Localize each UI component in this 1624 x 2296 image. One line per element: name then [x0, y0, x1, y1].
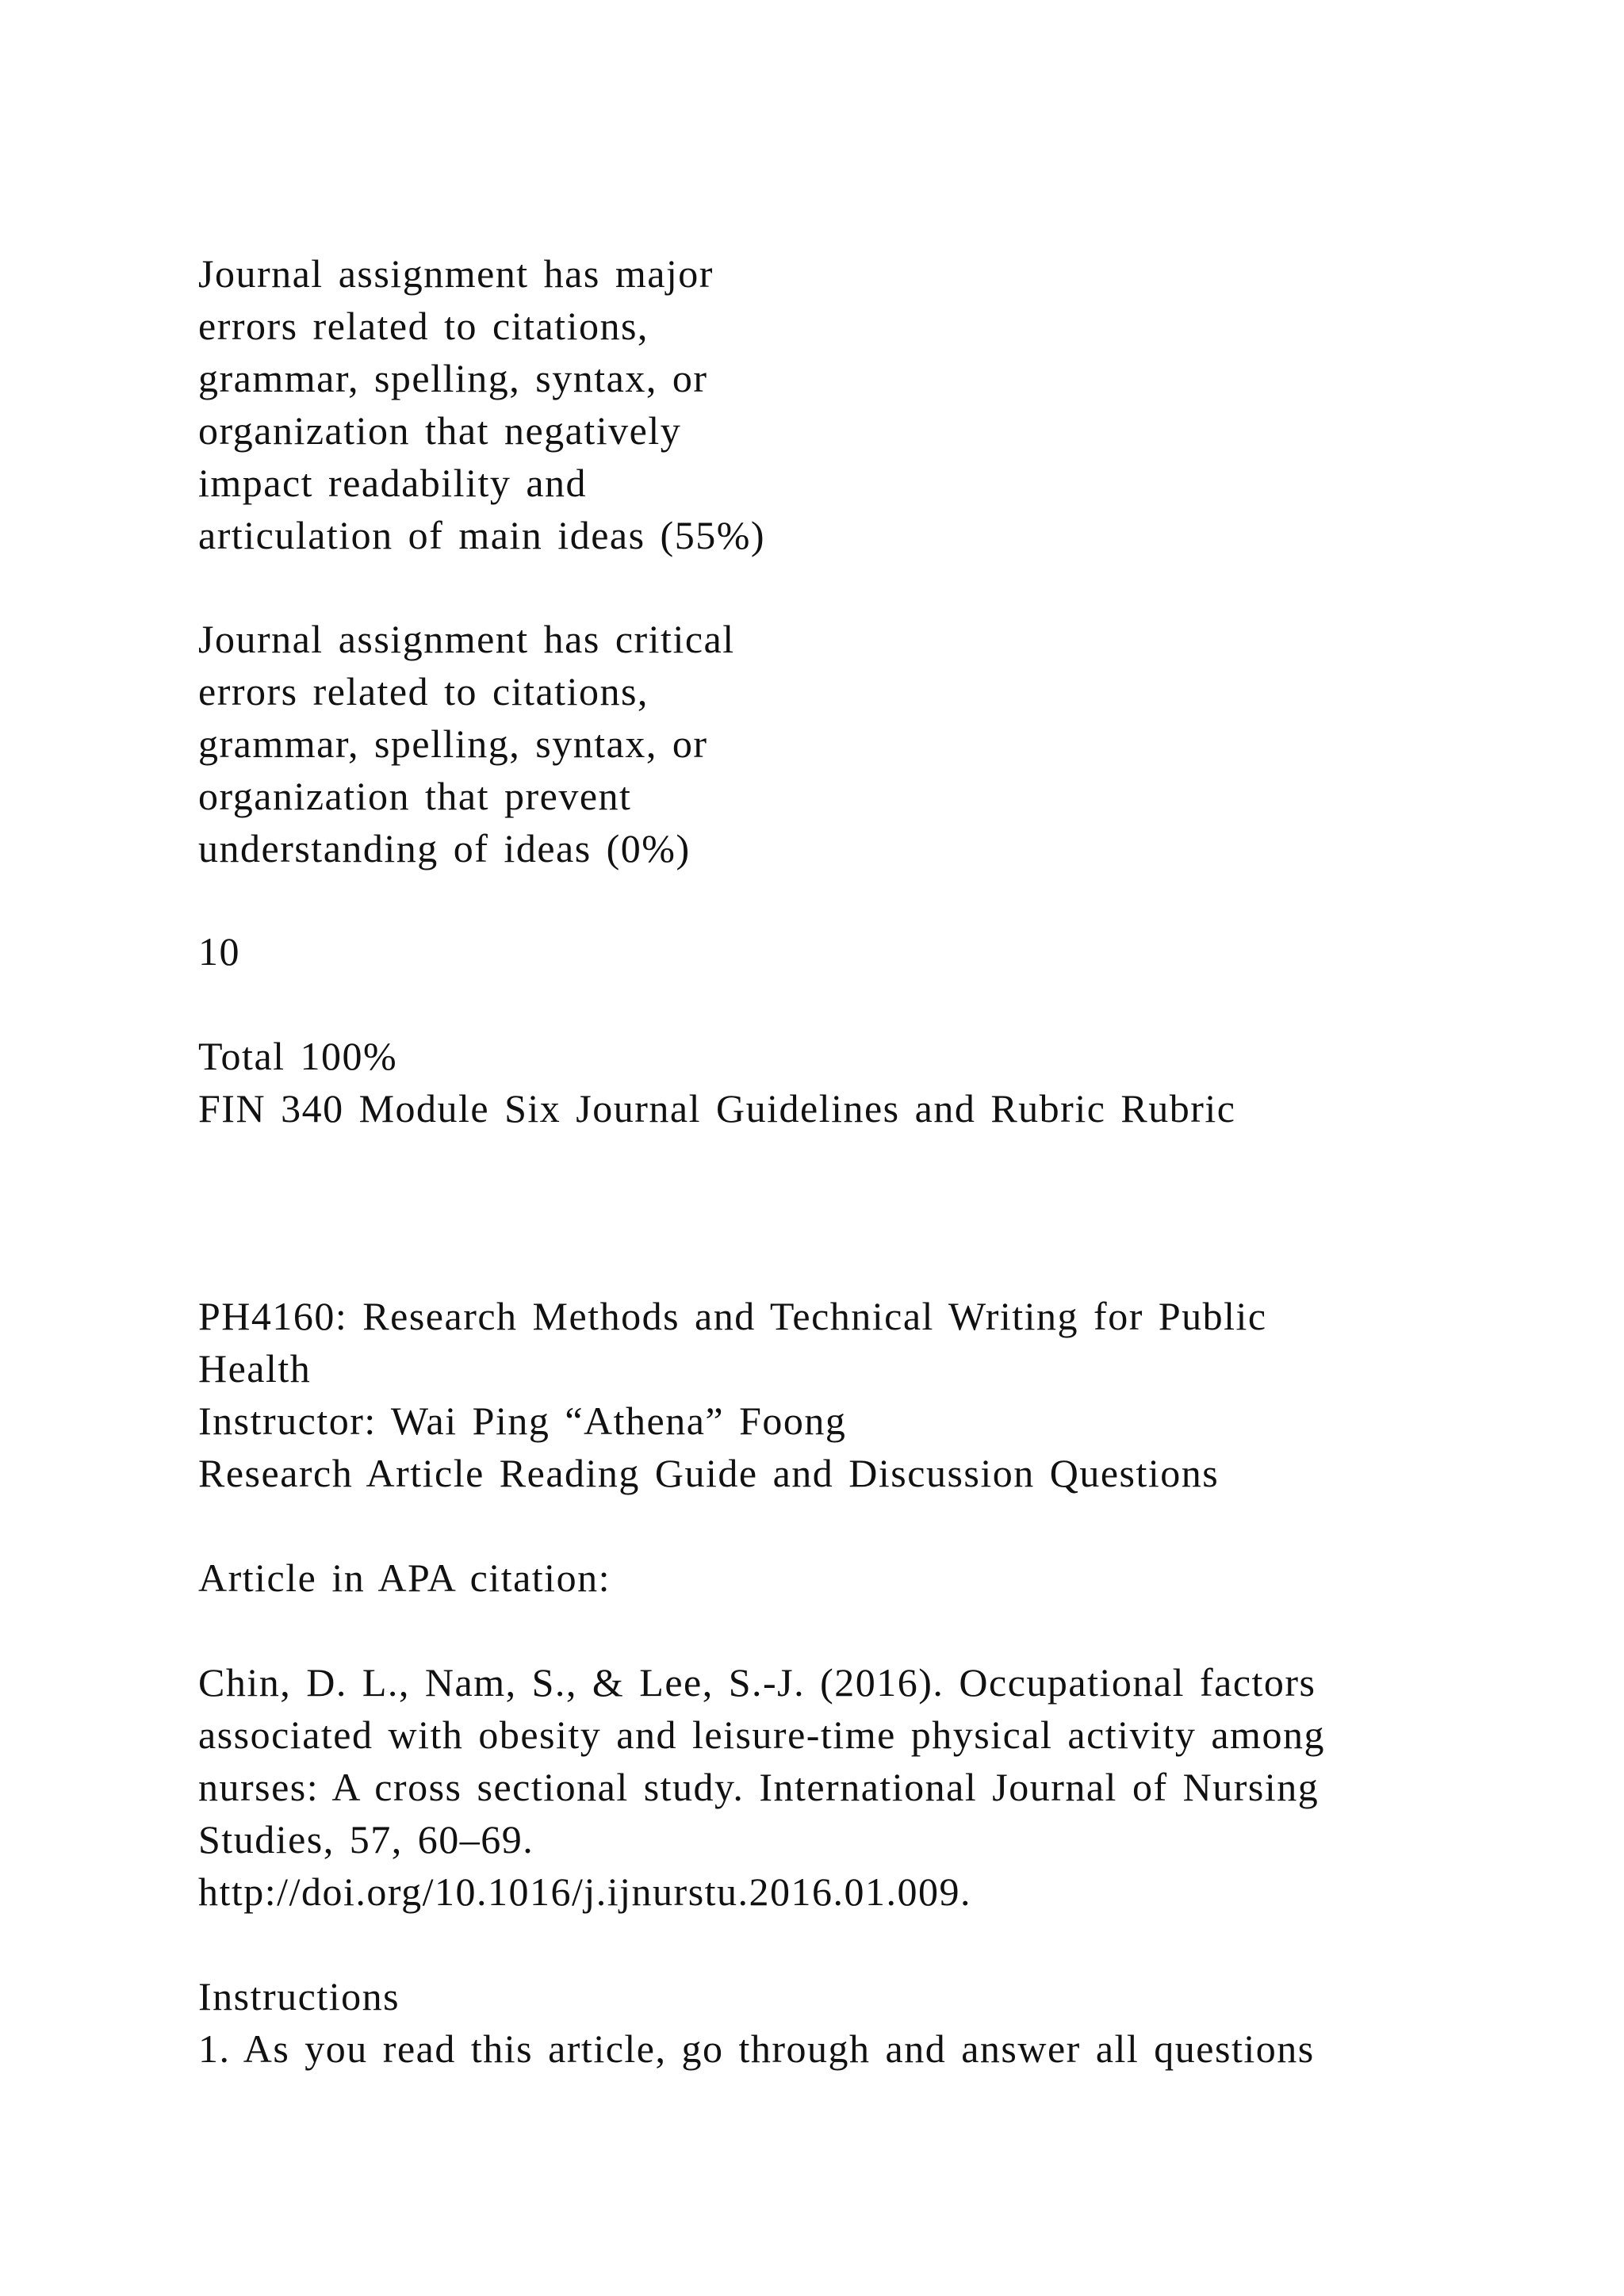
rubric-criterion-critical-errors	[198, 613, 735, 874]
text-line: errors related to citations,	[198, 304, 649, 348]
apa-citation	[198, 1656, 1325, 1918]
instructor-line: Instructor: Wai Ping “Athena” Foong	[198, 1399, 847, 1443]
instructions-section	[198, 1970, 1315, 2075]
text-line: Journal assignment has major	[198, 251, 714, 296]
doi-link[interactable]: http://doi.org/10.1016/j.ijnurstu.2016.01.009.	[198, 1869, 972, 1914]
text-line: understanding of ideas (0%)	[198, 826, 691, 871]
text-line: Journal assignment has critical	[198, 617, 735, 661]
text-line: grammar, spelling, syntax, or	[198, 356, 708, 400]
course-header	[198, 1290, 1267, 1499]
text-line: organization that prevent	[198, 774, 632, 818]
text-line: associated with obesity and leisure-time physical activity among	[198, 1712, 1325, 1757]
rubric-total-and-footer	[198, 1030, 1236, 1135]
text-line: grammar, spelling, syntax, or	[198, 721, 708, 766]
instructions-heading: Instructions	[198, 1974, 400, 2019]
guide-title: Research Article Reading Guide and Discussion Questions	[198, 1451, 1220, 1495]
text-line: nurses: A cross sectional study. International Journal of Nursing	[198, 1765, 1320, 1809]
text-line: articulation of main ideas (55%)	[198, 513, 765, 557]
criterion-points-value: 10	[198, 929, 240, 974]
text-line: Studies, 57, 60–69.	[198, 1817, 534, 1862]
text-line: organization that negatively	[198, 408, 682, 453]
citation-label: Article in APA citation:	[198, 1556, 611, 1600]
rubric-total: Total 100%	[198, 1034, 398, 1078]
instruction-item-1: 1. As you read this article, go through and answer all questions	[198, 2026, 1315, 2071]
text-line: Chin, D. L., Nam, S., & Lee, S.-J. (2016). Occupational factors	[198, 1660, 1316, 1705]
rubric-criterion-major-errors	[198, 247, 765, 561]
text-line: impact readability and	[198, 461, 588, 505]
course-title: PH4160: Research Methods and Technical Writing for Public	[198, 1294, 1267, 1338]
text-line: errors related to citations,	[198, 669, 649, 714]
rubric-footer-title: FIN 340 Module Six Journal Guidelines and Rubric Rubric	[198, 1086, 1236, 1131]
course-title-cont: Health	[198, 1346, 312, 1391]
